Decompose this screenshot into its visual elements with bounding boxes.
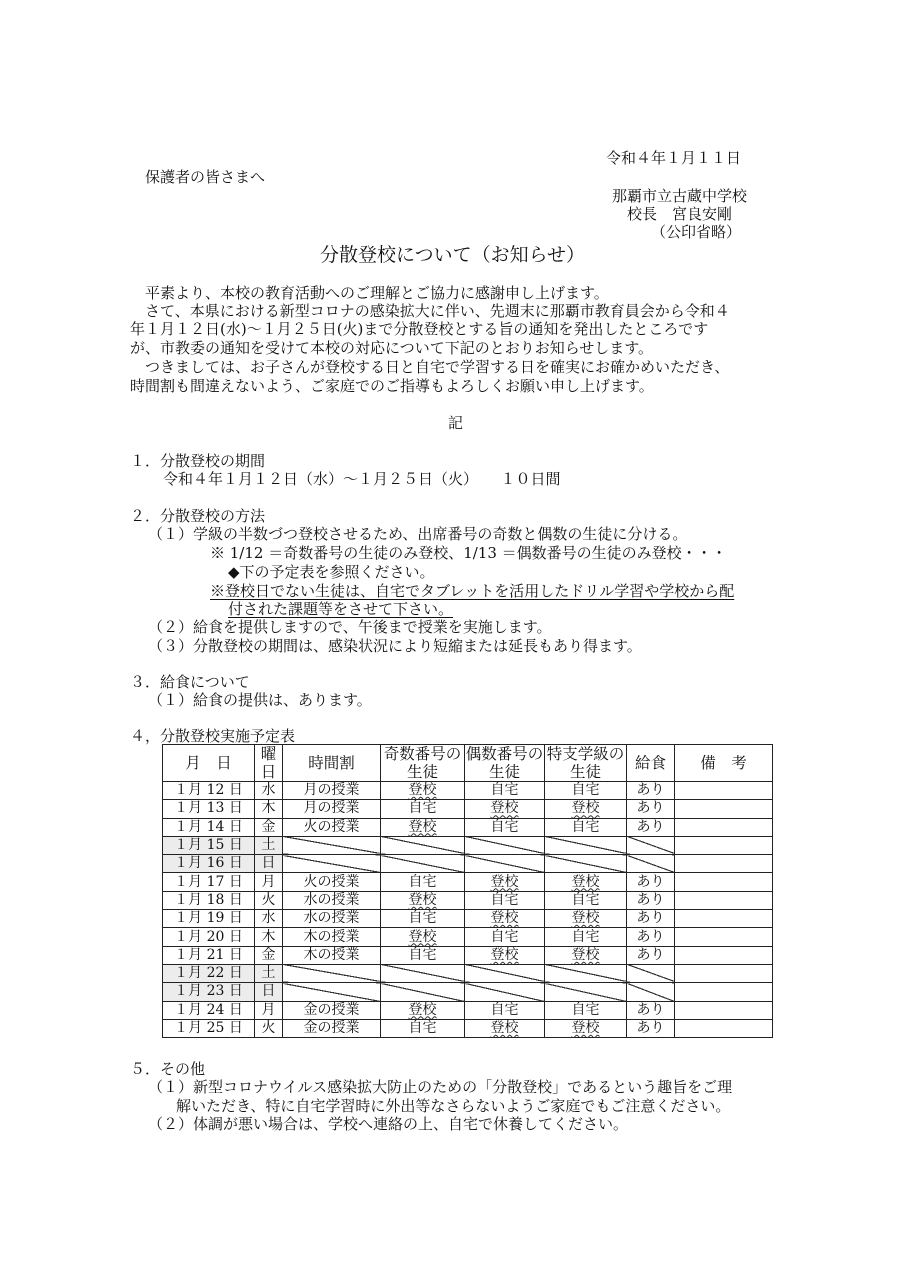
intro-line: が、市教委の通知を受けて本校の対応について下記のとおりお知らせします。: [130, 339, 654, 357]
cell-date-text: １月 23 日: [174, 983, 243, 1000]
cell-day-text: 水: [261, 910, 276, 927]
cell-date: [163, 873, 255, 891]
cell-note: [675, 873, 773, 891]
col-header-note: 備 考: [675, 745, 773, 782]
cell-timetable: [283, 964, 381, 982]
table-row: [163, 782, 773, 800]
cell-lunch: [627, 782, 675, 800]
intro-line: つきましては、お子さんが登校する日と自宅で学習する日を確実にお確かめいただき、: [130, 358, 730, 376]
cell-special-text: 自宅: [571, 818, 600, 835]
cell-lunch: [627, 873, 675, 891]
section-4-heading: ４，分散登校実施予定表: [130, 727, 296, 745]
cell-odd: [381, 946, 465, 964]
cell-odd: [381, 983, 465, 1001]
cell-date-text: １月 24 日: [174, 1001, 243, 1018]
cell-timetable: [283, 891, 381, 909]
cell-odd: [381, 818, 465, 836]
cell-lunch: [627, 964, 675, 982]
cell-note: [675, 910, 773, 928]
cell-lunch-text: あり: [636, 782, 665, 799]
cell-odd: [381, 855, 465, 873]
cell-special-text: 自宅: [571, 928, 600, 945]
table-row: [163, 873, 773, 891]
cell-day: [255, 1001, 283, 1019]
cell-day: [255, 891, 283, 909]
cell-special-text: 登校: [571, 800, 600, 817]
cell-lunch: [627, 983, 675, 1001]
cell-day-text: 水: [261, 782, 276, 799]
cell-odd: [381, 782, 465, 800]
cell-odd: [381, 800, 465, 818]
cell-even: [465, 910, 545, 928]
cell-day-text: 火: [261, 891, 276, 908]
cell-note: [675, 928, 773, 946]
table-row: [163, 983, 773, 1001]
cell-day-text: 月: [261, 1001, 276, 1018]
cell-odd-text: 自宅: [408, 873, 437, 890]
cell-odd: [381, 836, 465, 854]
cell-note: [675, 800, 773, 818]
cell-odd: [381, 910, 465, 928]
table-row: [163, 946, 773, 964]
col-header-even: 偶数番号の生徒: [465, 745, 544, 781]
cell-day: [255, 836, 283, 854]
cell-odd-text: 自宅: [408, 800, 437, 817]
cell-even: [465, 836, 545, 854]
cell-even: [465, 855, 545, 873]
cell-even-text: 自宅: [490, 928, 519, 945]
cell-lunch-text: あり: [636, 891, 665, 908]
cell-special: [545, 983, 627, 1001]
col-header-odd: 奇数番号の生徒: [381, 745, 465, 782]
col-header-date: 月 日: [163, 745, 255, 782]
cell-even-text: 登校: [490, 910, 519, 927]
cell-date-text: １月 18 日: [174, 891, 243, 908]
cell-date-text: １月 14 日: [174, 818, 243, 835]
cell-lunch-text: あり: [636, 928, 665, 945]
cell-special: [545, 1001, 627, 1019]
cell-date-text: １月 12 日: [174, 782, 243, 799]
cell-lunch-text: あり: [636, 946, 665, 963]
intro-line: 時間割も間違えないよう、ご家庭でのご指導もよろしくお願い申し上げます。: [130, 377, 654, 395]
cell-timetable: [283, 836, 381, 854]
cell-odd-text: 登校: [408, 818, 437, 835]
cell-lunch-text: あり: [636, 800, 665, 817]
cell-odd: [381, 964, 465, 982]
cell-note: [675, 1019, 773, 1037]
cell-note: [675, 818, 773, 836]
cell-special-text: 登校: [571, 873, 600, 890]
cell-date: [163, 836, 255, 854]
cell-date: [163, 910, 255, 928]
cell-note: [675, 964, 773, 982]
cell-date-text: １月 25 日: [174, 1020, 243, 1036]
section-3-heading: ３．給食について: [130, 673, 250, 691]
cell-timetable: [283, 782, 381, 800]
cell-special: [545, 928, 627, 946]
cell-day: [255, 910, 283, 928]
cell-note: [675, 855, 773, 873]
cell-timetable-text: 金の授業: [303, 1020, 360, 1036]
cell-even-text: 登校: [490, 946, 519, 963]
cell-day-text: 土: [261, 837, 276, 854]
cell-note: [675, 836, 773, 854]
cell-date-text: １月 13 日: [174, 800, 243, 817]
cell-lunch: [627, 855, 675, 873]
cell-lunch: [627, 910, 675, 928]
cell-note: [675, 1001, 773, 1019]
table-row: [163, 800, 773, 818]
cell-even-text: 自宅: [490, 1001, 519, 1018]
cell-day: [255, 964, 283, 982]
cell-special: [545, 818, 627, 836]
cell-date-text: １月 22 日: [174, 965, 243, 982]
cell-lunch: [627, 818, 675, 836]
cell-note: [675, 782, 773, 800]
table-row: [163, 1001, 773, 1019]
cell-special: [545, 964, 627, 982]
recipient: 保護者の皆さまへ: [145, 168, 266, 186]
cell-even: [465, 1001, 545, 1019]
cell-special: [545, 836, 627, 854]
method-note-3a: ※登校日でない生徒は、自宅でタブレットを活用したドリル学習や学校から配: [210, 582, 735, 600]
cell-timetable-text: 火の授業: [303, 873, 360, 890]
period-text: 令和４年１月１２日（水）～１月２５日（火） １０日間: [163, 470, 561, 488]
section-2-heading: ２．分散登校の方法: [130, 507, 266, 525]
cell-day-text: 金: [261, 818, 276, 835]
cell-special-text: 自宅: [571, 891, 600, 908]
intro-line: 平素より、本校の教育活動へのご理解とご協力に感謝申し上げます。: [130, 284, 609, 302]
cell-timetable-text: 火の授業: [303, 818, 360, 835]
cell-date: [163, 800, 255, 818]
cell-timetable: [283, 1019, 381, 1037]
cell-day: [255, 800, 283, 818]
cell-special: [545, 946, 627, 964]
table-row: [163, 891, 773, 909]
cell-date: [163, 946, 255, 964]
cell-odd: [381, 891, 465, 909]
col-header-special: 特支学級の生徒: [545, 745, 627, 782]
cell-special: [545, 855, 627, 873]
cell-date-text: １月 21 日: [174, 946, 243, 963]
cell-day-text: 金: [261, 946, 276, 963]
cell-odd: [381, 1001, 465, 1019]
cell-date: [163, 1001, 255, 1019]
cell-even: [465, 818, 545, 836]
cell-even: [465, 891, 545, 909]
cell-odd-text: 登校: [408, 891, 437, 908]
cell-even-text: 登校: [490, 873, 519, 890]
cell-lunch: [627, 800, 675, 818]
cell-odd: [381, 873, 465, 891]
method-item-3: （３）分散登校の期間は、感染状況により短縮または延長もあり得ます。: [148, 637, 642, 655]
cell-odd-text: 登校: [408, 928, 437, 945]
cell-timetable-text: 水の授業: [303, 910, 360, 927]
other-item-1a: （１）新型コロナウイルス感染拡大防止のための「分散登校」であるという趣旨をご理: [148, 1078, 733, 1096]
cell-day: [255, 983, 283, 1001]
cell-day-text: 木: [261, 800, 276, 817]
cell-odd-text: 自宅: [408, 910, 437, 927]
cell-timetable-text: 水の授業: [303, 891, 360, 908]
intro-line: 年１月１２日(水)～１月２５日(火)まで分散登校とする旨の通知を発出したところです: [130, 320, 709, 338]
cell-even: [465, 946, 545, 964]
cell-timetable: [283, 855, 381, 873]
cell-lunch: [627, 1019, 675, 1037]
col-header-day: 曜日: [255, 745, 283, 782]
cell-lunch-text: あり: [636, 1001, 665, 1018]
cell-odd-text: 登校: [408, 782, 437, 799]
cell-special: [545, 873, 627, 891]
table-row: [163, 855, 773, 873]
cell-date-text: １月 16 日: [174, 855, 243, 872]
intro-line: さて、本県における新型コロナの感染拡大に伴い、先週末に那覇市教育員会から令和４: [130, 302, 730, 320]
principal-name: 校長 宮良安剛: [627, 205, 733, 223]
cell-date-text: １月 17 日: [174, 873, 243, 890]
cell-timetable: [283, 983, 381, 1001]
cell-special: [545, 782, 627, 800]
cell-timetable: [283, 910, 381, 928]
cell-timetable: [283, 946, 381, 964]
table-row: [163, 964, 773, 982]
cell-special-text: 登校: [571, 1020, 600, 1036]
table-row: [163, 836, 773, 854]
document-date: 令和４年１月１１日: [606, 149, 742, 167]
schedule-table: [162, 744, 773, 1038]
col-header-timetable: 時間割: [283, 745, 381, 782]
cell-date: [163, 855, 255, 873]
cell-even-text: 自宅: [490, 782, 519, 799]
table-row: [163, 928, 773, 946]
cell-day-text: 火: [261, 1020, 276, 1036]
cell-special: [545, 910, 627, 928]
cell-lunch: [627, 836, 675, 854]
method-item-1: （１）学級の半数づつ登校させるため、出席番号の奇数と偶数の生徒に分ける。: [148, 525, 688, 543]
lunch-item-1: （１）給食の提供は、あります。: [148, 691, 372, 709]
ki-mark: 記: [448, 414, 464, 432]
cell-date-text: １月 15 日: [174, 837, 243, 854]
cell-date: [163, 782, 255, 800]
cell-lunch-text: あり: [636, 873, 665, 890]
cell-even-text: 登校: [490, 800, 519, 817]
cell-special-text: 登校: [571, 910, 600, 927]
table-header-row: [163, 745, 773, 782]
page-title: 分散登校について（お知らせ）: [320, 244, 586, 266]
cell-timetable-text: 月の授業: [303, 800, 360, 817]
cell-day-text: 月: [261, 873, 276, 890]
table-row: [163, 818, 773, 836]
cell-lunch-text: あり: [636, 1020, 665, 1036]
cell-date: [163, 983, 255, 1001]
cell-note: [675, 946, 773, 964]
cell-timetable-text: 金の授業: [303, 1001, 360, 1018]
method-note-1: ※ 1/12 ＝奇数番号の生徒のみ登校、1/13 ＝偶数番号の生徒のみ登校・・・: [210, 544, 727, 562]
cell-even: [465, 782, 545, 800]
cell-date: [163, 964, 255, 982]
cell-even: [465, 1019, 545, 1037]
cell-day: [255, 873, 283, 891]
cell-timetable: [283, 928, 381, 946]
cell-timetable: [283, 818, 381, 836]
cell-note: [675, 891, 773, 909]
cell-timetable-text: 月の授業: [303, 782, 360, 799]
cell-day: [255, 818, 283, 836]
method-note-2: ◆下の予定表を参照ください。: [228, 563, 435, 581]
cell-date: [163, 891, 255, 909]
cell-special-text: 登校: [571, 946, 600, 963]
seal-note: （公印省略）: [651, 223, 742, 241]
cell-even: [465, 800, 545, 818]
cell-date: [163, 928, 255, 946]
cell-day-text: 土: [261, 965, 276, 982]
cell-special-text: 自宅: [571, 1001, 600, 1018]
table-row: [163, 910, 773, 928]
cell-timetable-text: 木の授業: [303, 946, 360, 963]
cell-even-text: 自宅: [490, 818, 519, 835]
cell-day: [255, 946, 283, 964]
cell-day-text: 日: [261, 855, 276, 872]
cell-lunch: [627, 946, 675, 964]
other-item-2: （２）体調が悪い場合は、学校へ連絡の上、自宅で休養してください。: [148, 1115, 629, 1133]
cell-even-text: 登校: [490, 1020, 519, 1036]
cell-lunch: [627, 1001, 675, 1019]
cell-timetable: [283, 873, 381, 891]
cell-day: [255, 782, 283, 800]
cell-lunch-text: あり: [636, 910, 665, 927]
section-5-heading: ５．その他: [130, 1060, 206, 1078]
cell-special: [545, 891, 627, 909]
cell-day-text: 日: [261, 983, 276, 1000]
cell-even: [465, 928, 545, 946]
cell-odd-text: 登校: [408, 1001, 437, 1018]
table-row: [163, 1019, 773, 1037]
cell-odd: [381, 928, 465, 946]
cell-even: [465, 983, 545, 1001]
method-note-3b: 付された課題等をさせて下さい。: [228, 600, 454, 618]
school-name: 那覇市立古蔵中学校: [612, 187, 748, 205]
cell-day: [255, 855, 283, 873]
method-item-2: （２）給食を提供しますので、午後まで授業を実施します。: [148, 618, 552, 636]
cell-even: [465, 873, 545, 891]
col-header-lunch: 給食: [627, 745, 675, 782]
cell-odd-text: 自宅: [408, 946, 437, 963]
cell-timetable: [283, 1001, 381, 1019]
cell-day: [255, 928, 283, 946]
cell-special-text: 自宅: [571, 782, 600, 799]
cell-note: [675, 983, 773, 1001]
cell-odd-text: 自宅: [408, 1020, 437, 1036]
other-item-1b: 解いただき、特に自宅学習時に外出等なさらないようご家庭でもご注意ください。: [176, 1097, 731, 1115]
cell-timetable: [283, 800, 381, 818]
cell-even: [465, 964, 545, 982]
cell-odd: [381, 1019, 465, 1037]
cell-lunch: [627, 928, 675, 946]
cell-lunch: [627, 891, 675, 909]
cell-timetable-text: 木の授業: [303, 928, 360, 945]
cell-date-text: １月 19 日: [174, 910, 243, 927]
cell-day-text: 木: [261, 928, 276, 945]
cell-date: [163, 818, 255, 836]
cell-special: [545, 800, 627, 818]
cell-date-text: １月 20 日: [174, 928, 243, 945]
cell-date: [163, 1019, 255, 1037]
section-1-heading: １．分散登校の期間: [130, 452, 266, 470]
cell-lunch-text: あり: [636, 818, 665, 835]
cell-day: [255, 1019, 283, 1037]
cell-even-text: 自宅: [490, 891, 519, 908]
cell-special: [545, 1019, 627, 1037]
